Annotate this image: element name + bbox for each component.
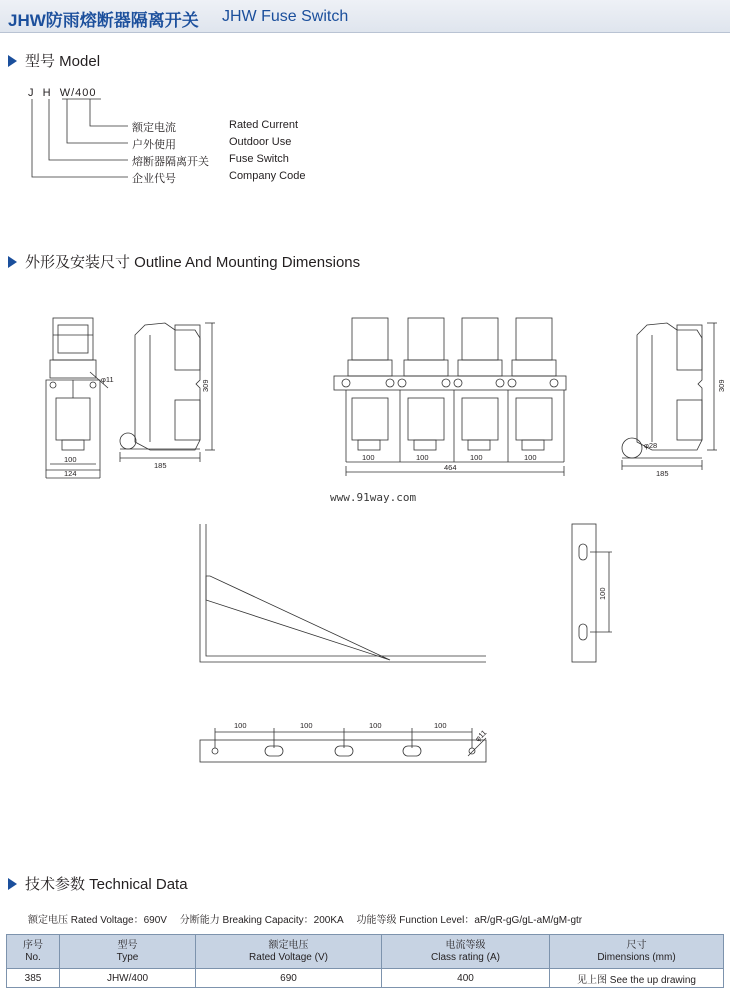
table-row: 385 JHW/400 690 400 见上图 See the up drawing [7,969,724,988]
model-row-company: 企业代号 [132,173,176,185]
dim-464: 464 [444,463,457,472]
watermark: www.91way.com [330,491,417,504]
model-row-fuse-switch: 熔断器隔离开关 [132,156,209,168]
col-voltage: 额定电压 Rated Voltage (V) [196,935,382,969]
dim-309-a: 309 [201,379,210,392]
dim-d11-a: φ11 [101,375,114,384]
triangle-bullet-icon [8,55,17,67]
mounting-bracket [200,524,596,662]
param-breaking: 分断能力 Breaking Capacity：200KA [179,915,344,926]
param-function: 功能等级 Function Level：aR/gR-gG/gL-aM/gM-gtr [356,915,583,926]
front-view-single [46,318,100,470]
table-header-row [7,935,724,969]
col-no: 序号 No. [7,935,60,969]
svg-text:100: 100 [470,453,483,462]
dim-185-a: 185 [154,461,167,470]
model-heading: 型号 Model [8,50,100,71]
tech-heading: 技术参数 Technical Data [8,873,188,894]
col-class: 电流等级 Class rating (A) [382,935,550,969]
svg-text:100: 100 [524,453,537,462]
title-bar [0,0,730,33]
triangle-bullet-icon [8,256,17,268]
model-row-outdoor: 户外使用 [132,139,176,151]
dim-100-b: 100 [362,453,375,462]
col-dimensions: 尺寸 Dimensions (mm) [550,935,724,969]
dim-124: 124 [64,469,77,478]
triangle-bullet-icon [8,878,17,890]
dim-100-d: 100 [234,721,247,730]
dim-309-b: 309 [717,379,726,392]
tech-params [28,911,592,926]
outline-heading: 外形及安装尺寸 Outline And Mounting Dimensions [8,251,360,272]
svg-text:100: 100 [416,453,429,462]
col-type: 型号 Type [60,935,196,969]
tech-table [6,934,724,988]
side-view-left [120,323,200,450]
dim-d11-b: φ11 [473,728,489,744]
model-row-rated-current: 额定电流 [132,122,176,134]
front-view-four-pole [334,318,566,462]
dim-100-a: 100 [64,455,77,464]
model-code: J H W/400 [28,87,97,99]
svg-text:100: 100 [434,721,447,730]
title-chinese: JHW防雨熔断器隔离开关 [8,11,199,30]
dim-100-c: 100 [598,587,607,600]
svg-text:100: 100 [369,721,382,730]
title-english: JHW Fuse Switch [222,8,349,25]
side-view-right [622,323,702,458]
dim-185-b: 185 [656,469,669,478]
param-voltage: 额定电压 Rated Voltage：690V [28,915,167,926]
dim-d28: φ28 [644,441,658,450]
svg-text:100: 100 [300,721,313,730]
mounting-rail [200,740,486,762]
